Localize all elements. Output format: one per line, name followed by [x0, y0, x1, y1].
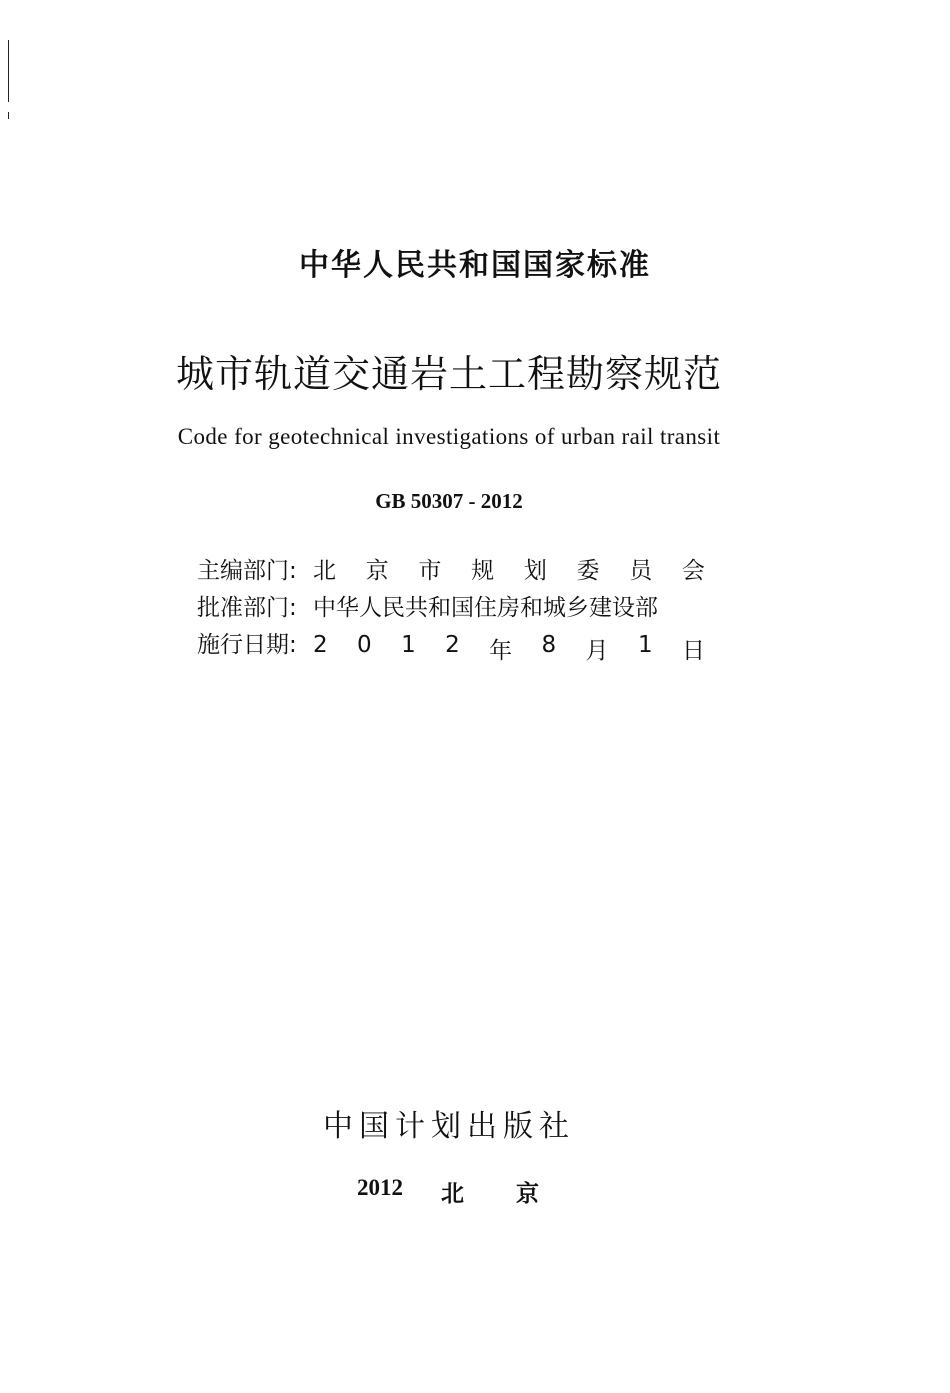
- char: 划: [523, 558, 547, 584]
- char: 北: [313, 558, 336, 584]
- english-title: Code for geotechnical investigations of urban rail transit: [177, 424, 721, 449]
- char: 8: [541, 632, 557, 658]
- publication-year: 2012: [357, 1175, 403, 1200]
- main-title: 城市轨道交通岩土工程勘察规范: [175, 352, 722, 396]
- char: 月: [585, 638, 609, 664]
- char: 员: [629, 558, 653, 584]
- char: 会: [681, 558, 705, 584]
- char: 2: [445, 632, 460, 658]
- char: 北: [441, 1181, 464, 1206]
- approver-row: [197, 589, 705, 626]
- standard-code-number: GB 50307 - 2012: [375, 489, 523, 513]
- char: 京: [365, 558, 389, 584]
- publisher-name: 中国计划出版社: [323, 1109, 575, 1144]
- scan-mark: [8, 112, 9, 119]
- char: 1: [401, 632, 416, 658]
- char: 1: [637, 632, 653, 658]
- char: 委: [576, 558, 600, 584]
- chief-editor-value: [313, 552, 705, 585]
- char: 京: [516, 1181, 539, 1206]
- effective-date-value: [313, 632, 705, 665]
- series-title: 中华人民共和国国家标准: [299, 248, 651, 283]
- publication-place: [357, 1175, 539, 1208]
- char: 年: [489, 638, 513, 664]
- char: 市: [418, 558, 442, 584]
- info-block: [197, 552, 705, 663]
- publication-city: [441, 1175, 539, 1208]
- scan-mark: [8, 40, 9, 102]
- char: 规: [471, 558, 495, 584]
- approver-value: 中华人民共和国住房和城乡建设部: [313, 595, 658, 621]
- char: 日: [681, 638, 705, 664]
- effective-date-label: 施行日期:: [197, 632, 297, 658]
- char: 0: [357, 632, 372, 658]
- effective-date-row: [197, 626, 705, 663]
- approver-label: 批准部门:: [197, 595, 297, 621]
- chief-editor-label: 主编部门:: [197, 558, 297, 584]
- chief-editor-row: [197, 552, 705, 589]
- char: 2: [313, 632, 328, 658]
